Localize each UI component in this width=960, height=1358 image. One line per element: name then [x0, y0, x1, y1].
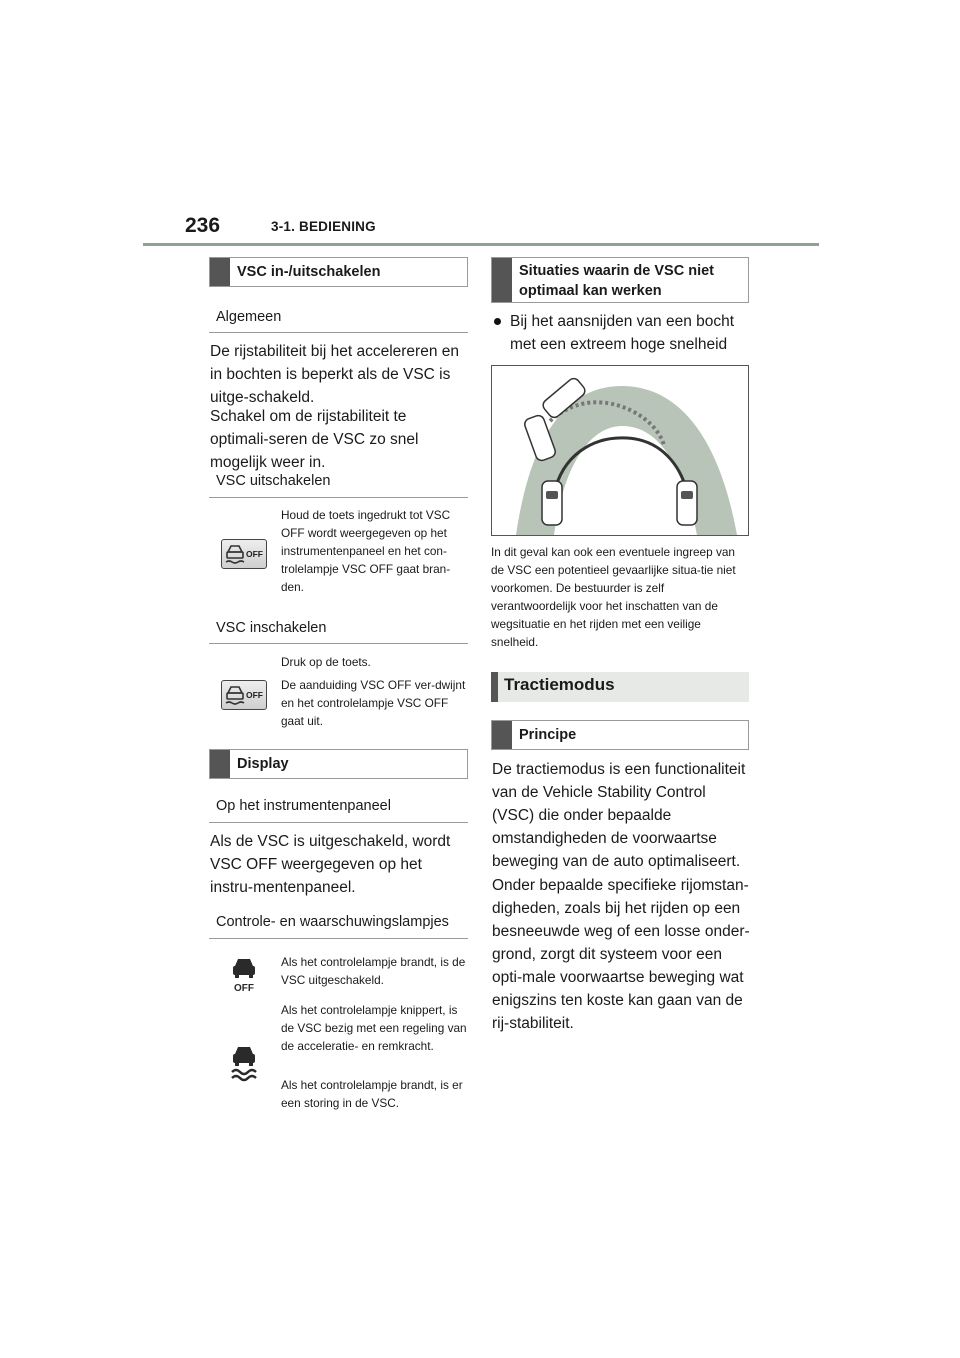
svg-text:OFF: OFF	[234, 983, 254, 994]
divider	[209, 938, 468, 939]
svg-text:OFF: OFF	[246, 549, 263, 559]
page-number: 236	[185, 214, 221, 237]
display-box	[209, 749, 468, 779]
vsc-on-heading: VSC inschakelen	[216, 620, 327, 636]
box-bar	[492, 721, 512, 749]
vsc-on-instruction-1: Druk op de toets.	[281, 655, 371, 669]
bullet-dot	[494, 318, 501, 325]
header-rule	[143, 243, 819, 246]
instrument-panel-paragraph: Als de VSC is uitgeschakeld, wordt VSC OFF weergegeven op het instru-mentenpaneel.	[210, 833, 451, 896]
lamps-heading: Controle- en waarschuwingslampjes	[216, 914, 449, 930]
vsc-toggle-box	[209, 257, 468, 287]
divider	[209, 497, 468, 498]
vsc-off-instruction: Houd de toets ingedrukt tot VSC OFF wordt weergegeven op het instrumentenpaneel en het con-trolelampje VSC OFF gaat bran-den.	[281, 508, 451, 594]
lamp2-description-1: Als het controlelampje knippert, is de VSC bezig met een regeling van de acceleratie- en remkracht.	[281, 1003, 467, 1053]
tractiemodus-title: Tractiemodus	[504, 675, 615, 694]
divider	[209, 332, 468, 333]
instrument-panel-heading: Op het instrumentenpaneel	[216, 798, 391, 814]
box-bar	[492, 258, 512, 302]
illustration-caption: In dit geval kan ook een eventuele ingreep van de VSC een potentieel gevaarlijke situa-tie niet voorkomen. De bestuurder is zelf verantwoordelijk voor het inschatten van de wegsituatie en het rijden met een veilige snelheid.	[491, 545, 736, 649]
algemeen-heading: Algemeen	[216, 309, 282, 325]
lamp1-description: Als het controlelampje brandt, is de VSC uitgeschakeld.	[281, 955, 466, 987]
lamp2-description-2: Als het controlelampje brandt, is er een storing in de VSC.	[281, 1078, 463, 1110]
curve-illustration	[491, 365, 749, 536]
box-bar	[491, 672, 498, 702]
vsc-off-heading: VSC uitschakelen	[216, 473, 331, 489]
algemeen-paragraph-1: De rijstabiliteit bij het accelereren en in bochten is beperkt als de VSC is uitge-schakeld.	[210, 343, 459, 406]
principe-paragraph-2: Onder bepaalde specifieke rijomstan-digheden, zoals bij het rijden op een besneeuwde weg of een losse onder-grond, zorgt dit systeem voor een opti-male voorwaartse beweging wat enigszins ten koste kan gaan van de rij-stabiliteit.	[492, 877, 750, 1032]
divider	[209, 643, 468, 644]
box-bar	[210, 750, 230, 778]
bullet-text: Bij het aansnijden van een bocht met een extreem hoge snelheid	[510, 313, 735, 353]
box-title: VSC in-/uitschakelen	[237, 264, 381, 280]
vsc-off-button-icon	[221, 680, 267, 710]
principe-box	[491, 720, 749, 750]
svg-text:OFF: OFF	[246, 690, 263, 700]
vsc-on-instruction-2: De aanduiding VSC OFF ver-dwijnt en het controlelampje VSC OFF gaat uit.	[281, 678, 466, 728]
vsc-off-button-icon	[221, 539, 267, 569]
section-title: 3-1. BEDIENING	[271, 219, 376, 234]
tractiemodus-box	[491, 672, 749, 702]
box-title: Principe	[519, 727, 577, 743]
box-title: Display	[237, 756, 289, 772]
situations-box	[491, 257, 749, 303]
vsc-slip-lamp-icon	[229, 1043, 259, 1083]
divider	[209, 822, 468, 823]
algemeen-paragraph-2: Schakel om de rijstabiliteit te optimali-seren de VSC zo snel mogelijk weer in.	[210, 408, 419, 471]
box-bar	[210, 258, 230, 286]
box-title: Situaties waarin de VSC niet optimaal kan werken	[519, 263, 714, 299]
principe-paragraph-1: De tractiemodus is een functionaliteit van de Vehicle Stability Control (VSC) die onder bepaalde omstandigheden de voorwaartse beweging van de auto optimaliseert.	[492, 761, 746, 870]
vsc-off-lamp-icon	[229, 955, 259, 995]
